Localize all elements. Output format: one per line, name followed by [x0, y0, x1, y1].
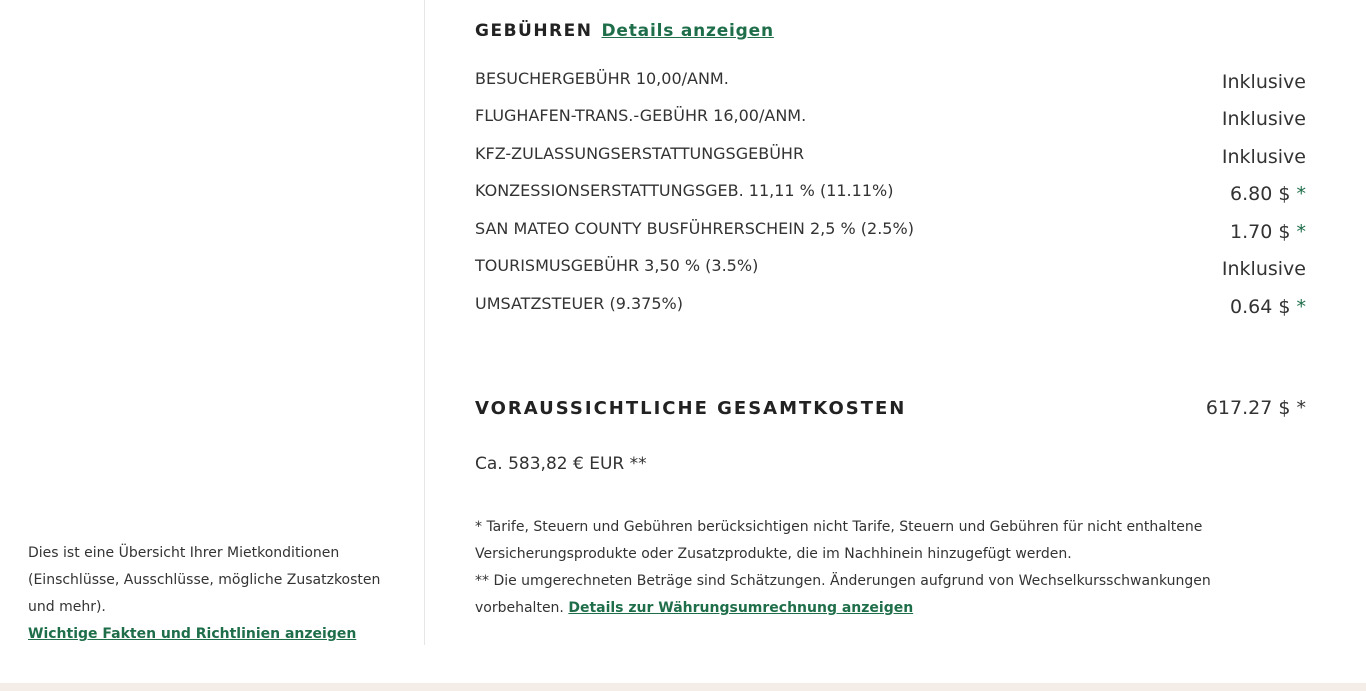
fee-value: Inklusive [1221, 258, 1306, 280]
footer-band [0, 683, 1366, 691]
fee-value: 0.64 $ * [1230, 296, 1306, 318]
fee-name: UMSATZSTEUER (9.375%) [475, 294, 683, 313]
fees-header [475, 21, 774, 41]
fee-value: Inklusive [1221, 146, 1306, 168]
fee-value: 6.80 $ * [1230, 183, 1306, 205]
fee-value: Inklusive [1221, 71, 1306, 93]
fee-row [475, 144, 1306, 174]
fee-row [475, 294, 1306, 324]
fee-name: KONZESSIONSERSTATTUNGSGEB. 11,11 % (11.11%) [475, 181, 894, 200]
fee-row [475, 181, 1306, 211]
fee-value: 1.70 $ * [1230, 221, 1306, 243]
fee-row [475, 219, 1306, 249]
fee-name: KFZ-ZULASSUNGSERSTATTUNGSGEBÜHR [475, 144, 805, 163]
fee-name: BESUCHERGEBÜHR 10,00/ANM. [475, 69, 729, 88]
total-label: VORAUSSICHTLICHE GESAMTKOSTEN [475, 398, 907, 419]
fee-row [475, 106, 1306, 136]
footnotes [475, 514, 1275, 622]
eur-estimate: Ca. 583,82 € EUR ** [475, 454, 647, 474]
fee-name: FLUGHAFEN-TRANS.-GEBÜHR 16,00/ANM. [475, 106, 807, 125]
currency-details-link[interactable]: Details zur Währungsumrechnung anzeigen [568, 600, 914, 616]
fee-value: Inklusive [1221, 108, 1306, 130]
asterisk-mark: * [1296, 221, 1306, 243]
rental-summary [28, 540, 408, 648]
fee-row [475, 256, 1306, 286]
fees-title: GEBÜHREN [475, 21, 593, 41]
summary-text: Dies ist eine Übersicht Ihrer Mietkonditionen (Einschlüsse, Ausschlüsse, mögliche Zusatzkosten und mehr). [28, 545, 381, 615]
footnote-currency: ** Die umgerechneten Beträge sind Schätzungen. Änderungen aufgrund von Wechselkursschwankungen vorbehalten. Details zur Währungsumrechnung anzeigen [475, 573, 1211, 616]
footnote-taxes: * Tarife, Steuern und Gebühren berücksichtigen nicht Tarife, Steuern und Gebühren für nicht enthaltene Versicherungsprodukte oder Zusatzprodukte, die im Nachhinein hinzugefügt werden. [475, 519, 1203, 562]
fee-name: SAN MATEO COUNTY BUSFÜHRERSCHEIN 2,5 % (2.5%) [475, 219, 914, 238]
total-value: 617.27 $ * [1205, 397, 1306, 419]
important-facts-link[interactable]: Wichtige Fakten und Richtlinien anzeigen [28, 626, 357, 642]
fees-details-link[interactable]: Details anzeigen [601, 21, 774, 41]
asterisk-mark: * [1296, 183, 1306, 205]
fee-row [475, 69, 1306, 99]
asterisk-mark: * [1296, 296, 1306, 318]
left-column [0, 0, 425, 645]
fee-name: TOURISMUSGEBÜHR 3,50 % (3.5%) [475, 256, 759, 275]
